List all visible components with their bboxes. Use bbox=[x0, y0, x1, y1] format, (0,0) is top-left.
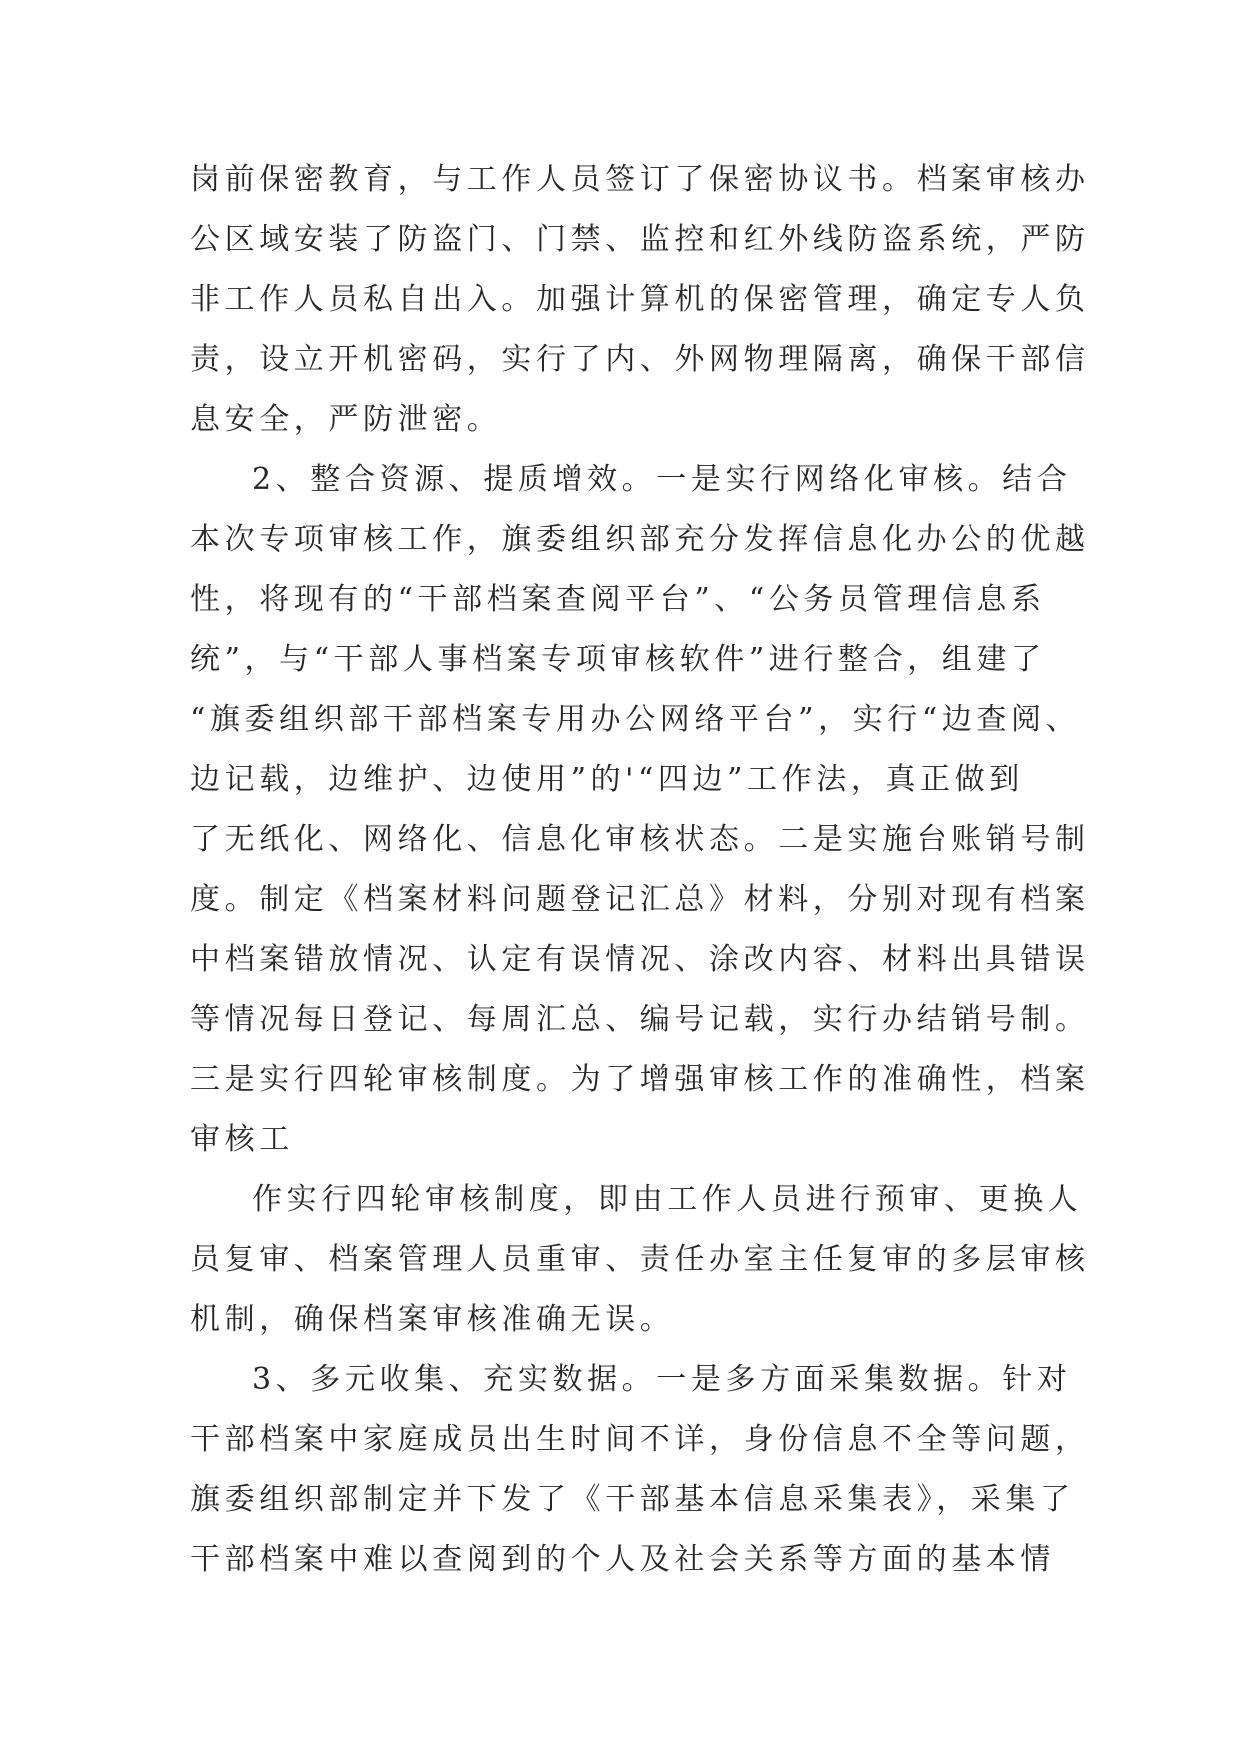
text-line: 旗委组织部制定并下发了《干部基本信息采集表》，采集了 bbox=[190, 1482, 1075, 1517]
text-line: 干部档案中家庭成员出生时间不详，身份信息不全等问题， bbox=[190, 1422, 1090, 1457]
text-line: 机制，确保档案审核准确无误。 bbox=[190, 1302, 675, 1337]
text-line: 公区域安装了防盗门、门禁、监控和红外线防盗系统，严防 bbox=[190, 222, 1090, 257]
text-line: 统”，与“干部人事档案专项审核软件”进行整合，组建了 bbox=[190, 642, 1046, 677]
text-line: 中档案错放情况、认定有误情况、涂改内容、材料出具错误 bbox=[190, 942, 1090, 977]
body-text bbox=[190, 150, 1090, 1590]
text-line: 三是实行四轮审核制度。为了增强审核工作的准确性，档案 bbox=[190, 1062, 1090, 1097]
text-line: 作实行四轮审核制度，即由工作人员进行预审、更换人 bbox=[252, 1182, 1083, 1217]
text-line: 边记载，边维护、边使用”的'“四边”工作法，真正做到 bbox=[190, 762, 1024, 797]
text-line: 3、多元收集、充实数据。一是多方面采集数据。针对 bbox=[252, 1362, 1072, 1397]
text-line: “旗委组织部干部档案专用办公网络平台”，实行“边查阅、 bbox=[190, 702, 1081, 737]
text-line: 了无纸化、网络化、信息化审核状态。二是实施台账销号制 bbox=[190, 822, 1090, 857]
text-line: 等情况每日登记、每周汇总、编号记载，实行办结销号制。 bbox=[190, 1002, 1090, 1037]
text-line: 度。制定《档案材料问题登记汇总》材料，分别对现有档案 bbox=[190, 882, 1090, 917]
text-line: 责，设立开机密码，实行了内、外网物理隔离，确保干部信 bbox=[190, 342, 1090, 377]
text-line: 2、整合资源、提质增效。一是实行网络化审核。结合 bbox=[252, 462, 1072, 497]
text-line: 员复审、档案管理人员重审、责任办室主任复审的多层审核 bbox=[190, 1242, 1090, 1277]
text-line: 息安全，严防泄密。 bbox=[190, 402, 502, 437]
text-line: 非工作人员私自出入。加强计算机的保密管理，确定专人负 bbox=[190, 282, 1090, 317]
text-line: 干部档案中难以查阅到的个人及社会关系等方面的基本情 bbox=[190, 1542, 1055, 1577]
text-line: 性，将现有的“干部档案查阅平台”、“公务员管理信息系 bbox=[190, 582, 1046, 617]
text-line: 审核工 bbox=[190, 1122, 294, 1157]
text-line: 岗前保密教育，与工作人员签订了保密协议书。档案审核办 bbox=[190, 162, 1090, 197]
text-line: 本次专项审核工作，旗委组织部充分发挥信息化办公的优越 bbox=[190, 522, 1090, 557]
